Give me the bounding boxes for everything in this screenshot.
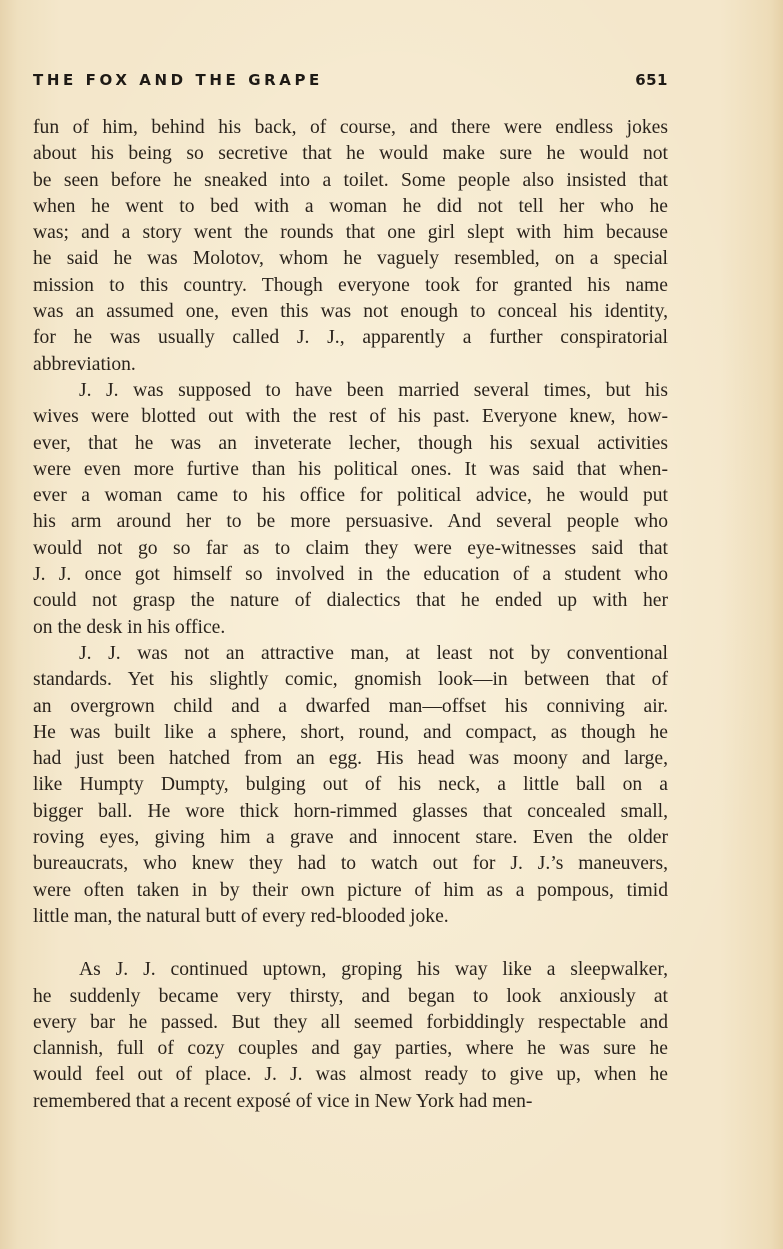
paragraph [33, 378, 668, 641]
paragraph [33, 957, 668, 1115]
text-line: J. J. was not an attractive man, at least not by conventional [79, 642, 668, 664]
text-line: abbreviation. [33, 353, 136, 375]
text-line: like Humpty Dumpty, bulging out of his neck, a little ball on a [33, 774, 668, 796]
text-line: He was built like a sphere, short, round, and compact, as though he [33, 721, 668, 743]
text-line: was an assumed one, even this was not enough to conceal his identity, [33, 301, 668, 323]
text-line: remembered that a recent exposé of vice in New York had men- [33, 1090, 533, 1112]
text-line: every bar he passed. But they all seemed forbiddingly respectable and [33, 1011, 668, 1033]
text-line: would feel out of place. J. J. was almost ready to give up, when he [33, 1064, 668, 1086]
paragraph [33, 641, 668, 930]
text-line: bigger ball. He wore thick horn-rimmed glasses that concealed small, [33, 800, 668, 822]
text-line: clannish, full of cozy couples and gay parties, where he was sure he [33, 1038, 668, 1060]
page-number: 651 [635, 71, 668, 89]
paragraph [33, 115, 668, 378]
text-line: be seen before he sneaked into a toilet. Some people also insisted that [33, 169, 668, 191]
text-line: ever a woman came to his office for political advice, he would put [33, 485, 668, 507]
text-line: for he was usually called J. J., apparently a further conspiratorial [33, 327, 668, 349]
text-line: he suddenly became very thirsty, and began to look anxiously at [33, 985, 668, 1007]
body-text [33, 115, 668, 1115]
text-line: about his being so secretive that he would make sure he would not [33, 143, 668, 165]
text-line: little man, the natural butt of every red-blooded joke. [33, 905, 449, 927]
text-line: was; and a story went the rounds that one girl slept with him because [33, 222, 668, 244]
text-line: his arm around her to be more persuasive. And several people who [33, 511, 668, 533]
text-line: could not grasp the nature of dialectics that he ended up with her [33, 590, 668, 612]
running-title: THE FOX AND THE GRAPE [33, 71, 323, 89]
text-line: fun of him, behind his back, of course, and there were endless jokes [33, 117, 668, 138]
text-line: he said he was Molotov, whom he vaguely resembled, on a special [33, 248, 668, 270]
text-line: an overgrown child and a dwarfed man—offset his conniving air. [33, 695, 668, 717]
text-line: bureaucrats, who knew they had to watch out for J. J.’s maneuvers, [33, 853, 668, 875]
running-head [33, 71, 668, 93]
text-line: J. J. was supposed to have been married several times, but his [79, 379, 668, 401]
text-line: As J. J. continued uptown, groping his way like a sleepwalker, [79, 959, 668, 981]
text-line: when he went to bed with a woman he did not tell her who he [33, 195, 668, 217]
text-line: had just been hatched from an egg. His head was moony and large, [33, 748, 668, 770]
text-line: standards. Yet his slightly comic, gnomish look—in between that of [33, 669, 668, 691]
text-line: mission to this country. Though everyone took for granted his name [33, 274, 668, 296]
text-line: J. J. once got himself so involved in the education of a student who [33, 564, 668, 586]
text-line: roving eyes, giving him a grave and innocent stare. Even the older [33, 827, 668, 849]
text-line: ever, that he was an inveterate lecher, though his sexual activities [33, 432, 668, 454]
text-line: were even more furtive than his political ones. It was said that when- [33, 458, 668, 480]
text-line: wives were blotted out with the rest of his past. Everyone knew, how- [33, 406, 668, 428]
text-line: were often taken in by their own picture of him as a pompous, timid [33, 879, 668, 901]
text-line: on the desk in his office. [33, 616, 226, 638]
text-line: would not go so far as to claim they were eye-witnesses said that [33, 537, 668, 559]
